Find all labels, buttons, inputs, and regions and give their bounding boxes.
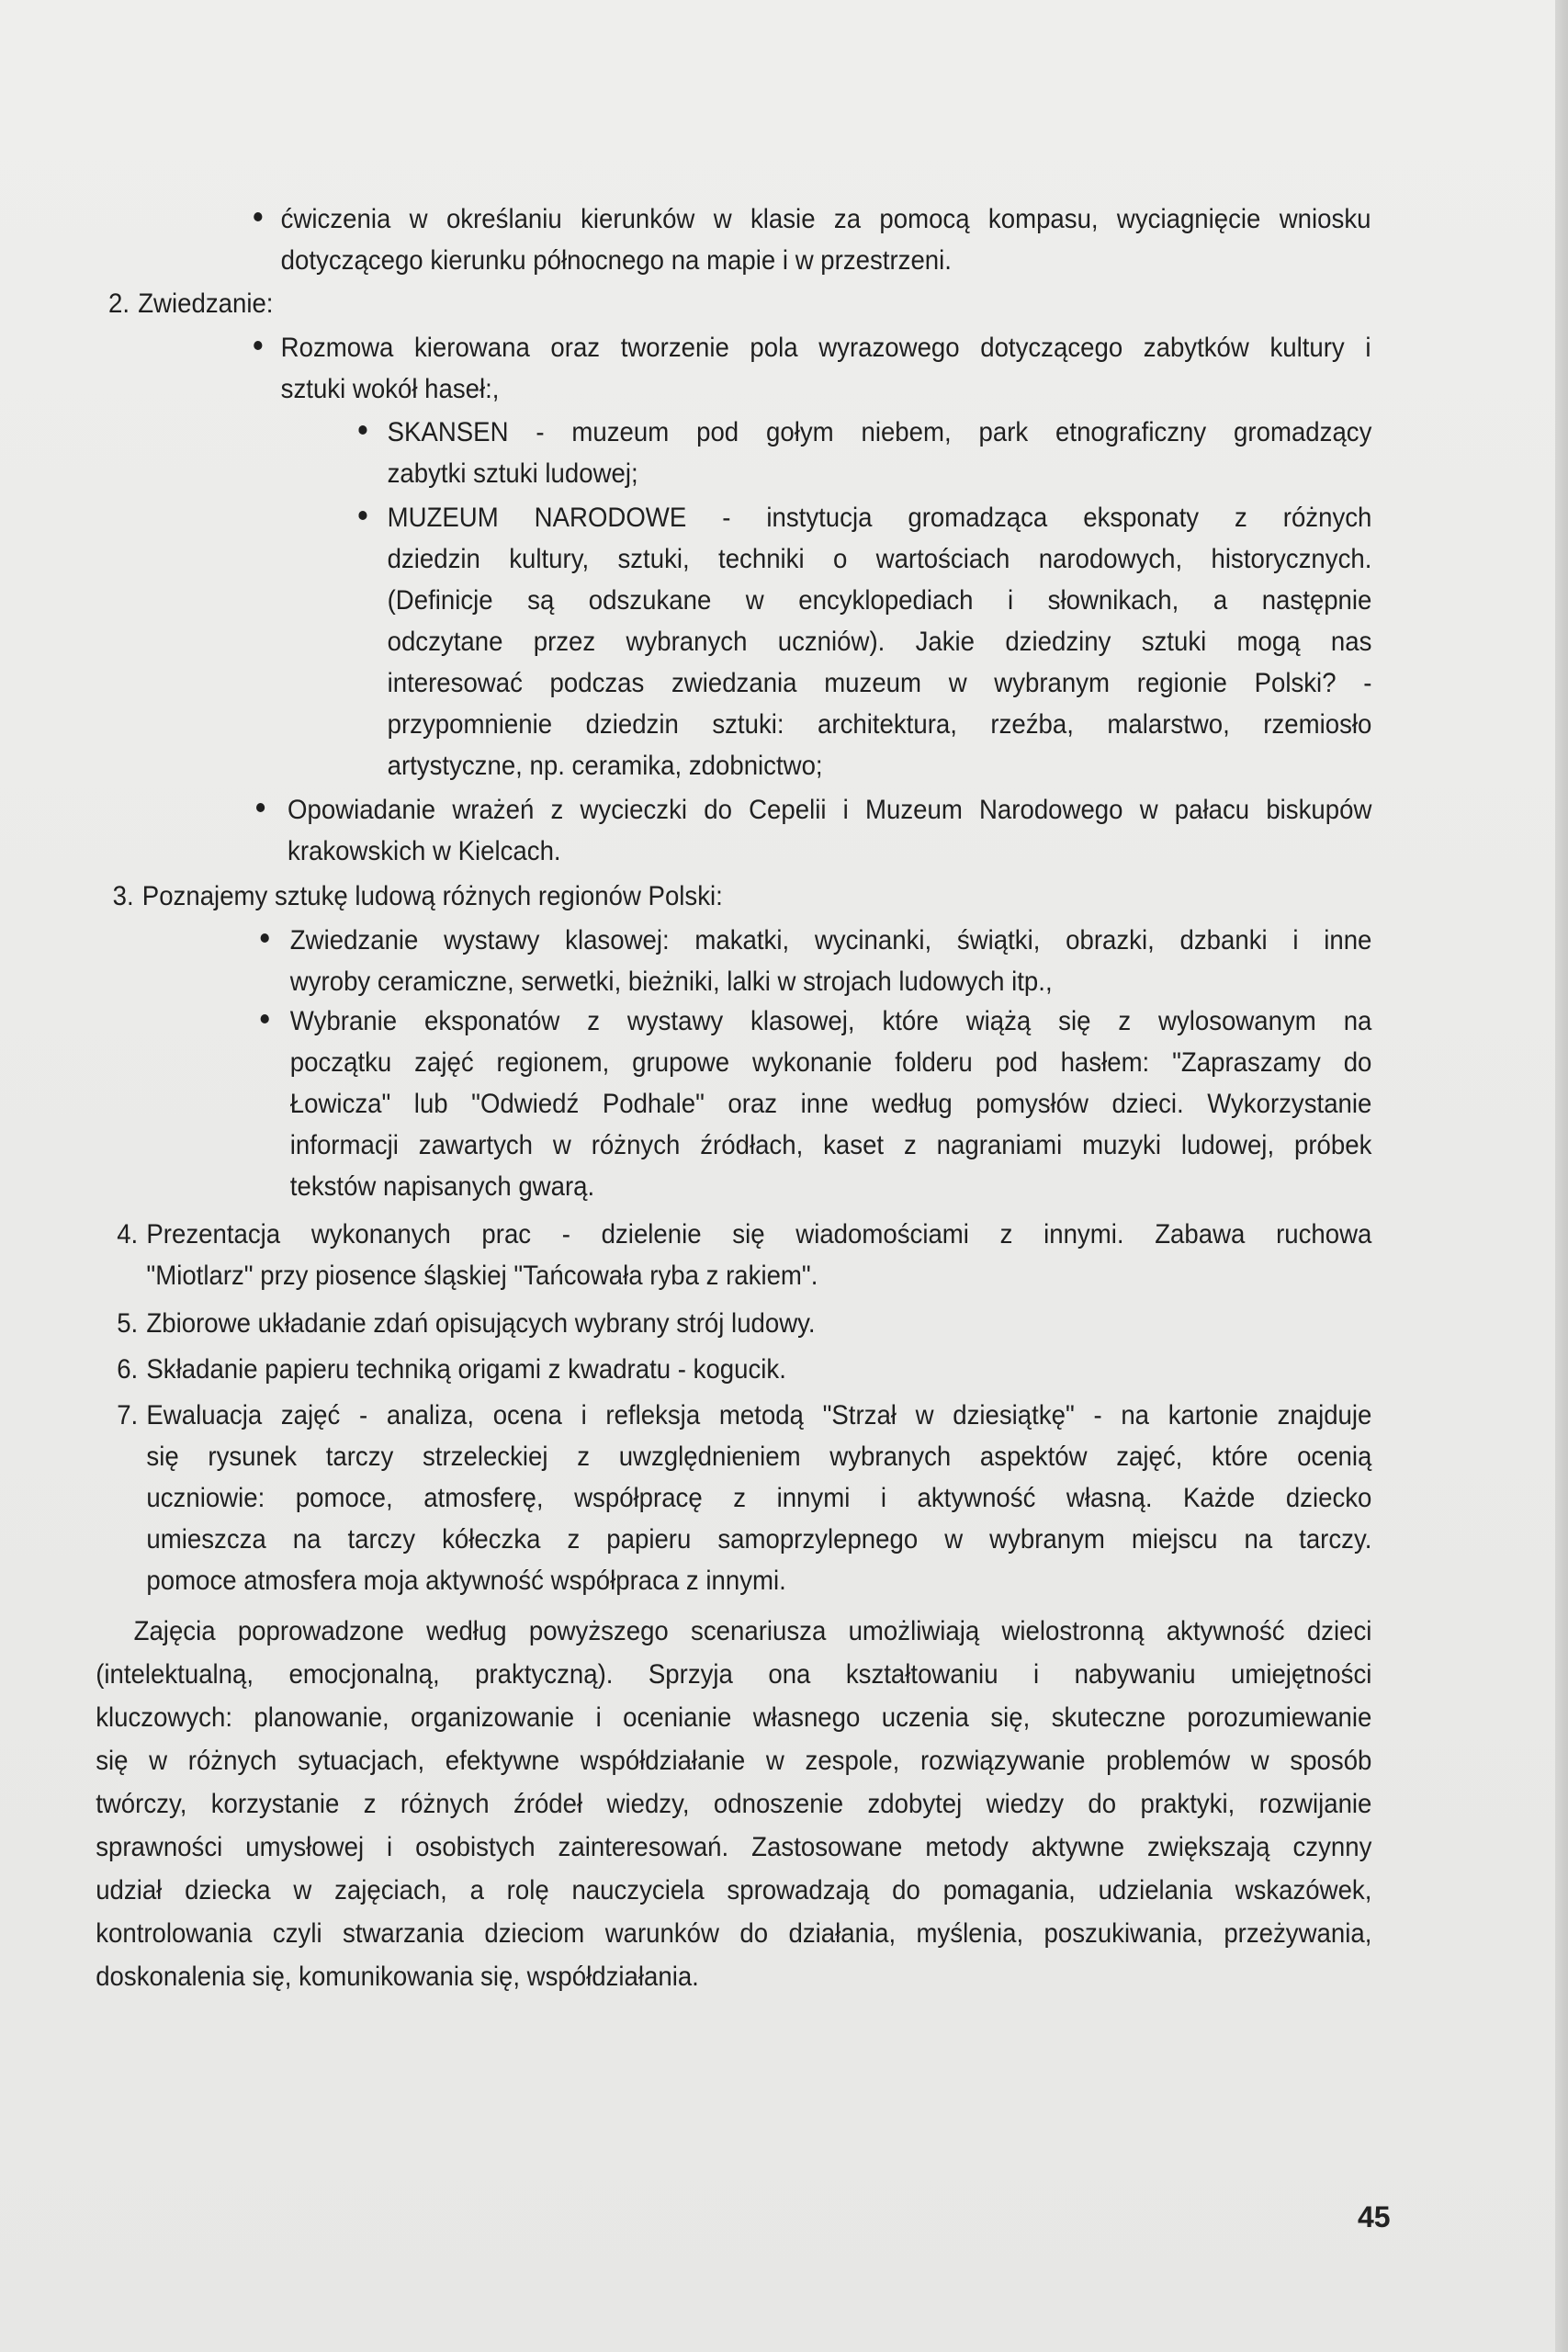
list-number: 5. [117, 1308, 139, 1339]
text-line: kluczowych: planowanie, organizowanie i ocenianie własnego uczenia się, skuteczne porozumiewanie [96, 1702, 1372, 1733]
list-number: 3. [112, 881, 134, 911]
text-line: (intelektualną, emocjonalną, praktyczną). Sprzyja ona kształtowaniu i nabywaniu umiejętności [96, 1659, 1372, 1690]
text-line: się rysunek tarczy strzeleckiej z uwzględnieniem wybranych aspektów zajęć, które ocenią [146, 1442, 1372, 1472]
text-line: Rozmowa kierowana oraz tworzenie pola wyrazowego dotyczącego zabytków kultury i [280, 333, 1371, 363]
bullet [254, 341, 262, 350]
text-line: Łowicza" lub "Odwiedź Podhale" oraz inne według pomysłów dzieci. Wykorzystanie [289, 1089, 1372, 1119]
list-number: 7. [117, 1400, 139, 1430]
list-number: 2. [108, 288, 130, 319]
text-line: przypomnienie dziedzin sztuki: architektura, rzeźba, malarstwo, rzemiosło [387, 709, 1372, 740]
text-line: kontrolowania czyli stwarzania dzieciom warunków do działania, myślenia, poszukiwania, przeżywania, [96, 1918, 1372, 1949]
text-line: MUZEUM NARODOWE - instytucja gromadząca eksponaty z różnych [387, 503, 1372, 533]
text-line: umieszcza na tarczy kółeczka z papieru samoprzylepnego w wybranym miejscu na tarczy. [146, 1524, 1372, 1555]
text-line: sprawności umysłowej i osobistych zainteresowań. Zastosowane metody aktywne zwiększają czynny [96, 1832, 1372, 1862]
text-line: SKANSEN - muzeum pod gołym niebem, park etnograficzny gromadzący [387, 417, 1372, 447]
text-line: Wybranie eksponatów z wystawy klasowej, które wiążą się z wylosowanym na [289, 1006, 1372, 1036]
list-number: 4. [117, 1219, 139, 1250]
text-line: Prezentacja wykonanych prac - dzielenie się wiadomościami z innymi. Zabawa ruchowa [146, 1219, 1372, 1250]
text-line: artystyczne, np. ceramika, zdobnictwo; [387, 751, 823, 781]
text-line: Zwiedzanie wystawy klasowej: makatki, wycinanki, świątki, obrazki, dzbanki i inne [289, 925, 1372, 956]
text-line: krakowskich w Kielcach. [288, 836, 561, 866]
bullet [358, 425, 367, 435]
text-line: Zbiorowe układanie zdań opisujących wybrany strój ludowy. [146, 1308, 816, 1339]
text-line: Składanie papieru techniką origami z kwadratu - kogucik. [146, 1354, 786, 1385]
text-line: interesować podczas zwiedzania muzeum w wybranym regionie Polski? - [387, 668, 1372, 698]
bullet [261, 1014, 269, 1023]
text-line: Poznajemy sztukę ludową różnych regionów Polski: [141, 881, 723, 911]
page-edge [1555, 0, 1568, 2352]
text-line: sztuki wokół haseł:, [280, 374, 500, 404]
text-line: udział dziecka w zajęciach, a rolę nauczyciela sprowadzają do pomagania, udzielania wskazówek, [96, 1875, 1372, 1905]
text-line: Zwiedzanie: [138, 288, 274, 319]
bullet [358, 511, 367, 520]
text-line: (Definicje są odszukane w encyklopediach i słownikach, a następnie [387, 585, 1372, 616]
text-line: twórczy, korzystanie z różnych źródeł wiedzy, odnoszenie zdobytej wiedzy do praktyki, rozwijanie [96, 1789, 1372, 1819]
text-line: wyroby ceramiczne, serwetki, bieżniki, lalki w strojach ludowych itp., [289, 967, 1053, 997]
bullet [256, 803, 265, 812]
text-line: informacji zawartych w różnych źródłach, kaset z nagraniami muzyki ludowej, próbek [289, 1130, 1372, 1160]
text-line: się w różnych sytuacjach, efektywne współdziałanie w zespole, rozwiązywanie problemów w sposób [96, 1746, 1372, 1776]
text-line: dotyczącego kierunku północnego na mapie i w przestrzeni. [280, 245, 952, 276]
text-line: uczniowie: pomoce, atmosferę, współpracę z innymi i aktywność własną. Każde dziecko [146, 1483, 1372, 1513]
page-number: 45 [1358, 2200, 1391, 2233]
text-line: Opowiadanie wrażeń z wycieczki do Cepelii i Muzeum Narodowego w pałacu biskupów [288, 795, 1372, 825]
text-line: Zajęcia poprowadzone według powyższego scenariusza umożliwiają wielostronną aktywność dzieci [133, 1616, 1372, 1646]
text-line: pomoce atmosfera moja aktywność współpraca z innymi. [146, 1566, 786, 1596]
text-line: dziedzin kultury, sztuki, techniki o wartościach narodowych, historycznych. [387, 544, 1372, 574]
text-line: odczytane przez wybranych uczniów). Jakie dziedziny sztuki mogą nas [387, 627, 1372, 657]
list-number: 6. [117, 1354, 139, 1385]
text-line: "Miotlarz" przy piosence śląskiej "Tańcowała ryba z rakiem". [146, 1261, 818, 1291]
text-line: tekstów napisanych gwarą. [289, 1171, 595, 1202]
text-line: doskonalenia się, komunikowania się, współdziałania. [96, 1962, 699, 1992]
bullet [261, 933, 269, 943]
bullet [254, 212, 262, 221]
text-line: ćwiczenia w określaniu kierunków w klasie za pomocą kompasu, wyciagnięcie wniosku [280, 204, 1371, 234]
text-line: zabytki sztuki ludowej; [387, 458, 638, 489]
text-line: Ewaluacja zajęć - analiza, ocena i refleksja metodą "Strzał w dziesiątkę" - na kartonie znajduje [146, 1400, 1372, 1430]
text-line: początku zajęć regionem, grupowe wykonanie folderu pod hasłem: "Zapraszamy do [289, 1047, 1372, 1078]
